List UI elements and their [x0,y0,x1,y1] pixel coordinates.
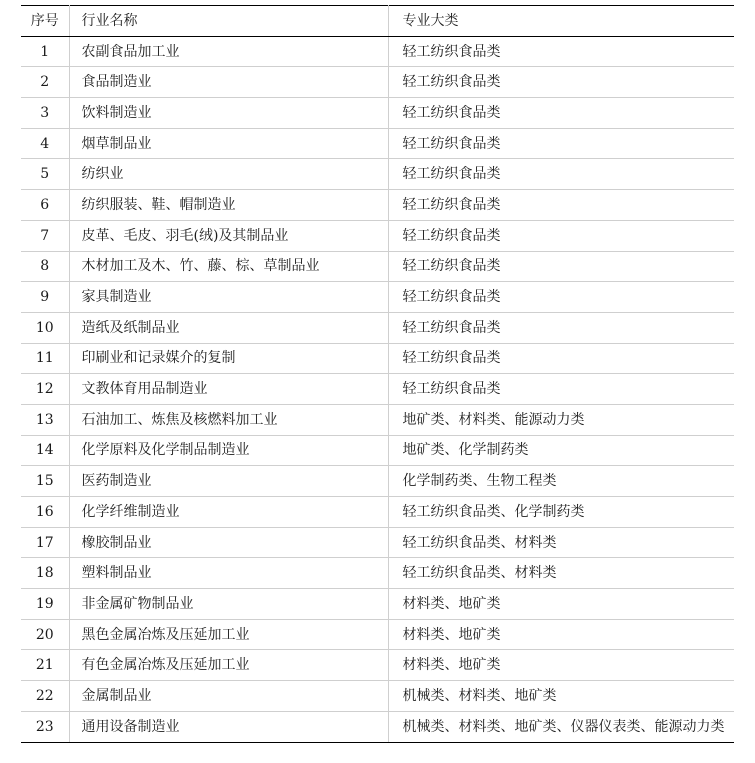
row-industry-name: 造纸及纸制品业 [69,312,388,343]
row-index: 9 [21,282,69,313]
row-major-category: 轻工纺织食品类 [388,220,734,251]
table-row [21,312,734,343]
row-major-category: 轻工纺织食品类 [388,374,734,405]
header-index: 序号 [21,6,69,37]
table-row [21,558,734,589]
table-row [21,466,734,497]
table-row [21,251,734,282]
row-index: 11 [21,343,69,374]
row-industry-name: 皮革、毛皮、羽毛(绒)及其制品业 [69,220,388,251]
row-index: 7 [21,220,69,251]
row-industry-name: 食品制造业 [69,67,388,98]
row-industry-name: 橡胶制品业 [69,527,388,558]
row-major-category: 轻工纺织食品类 [388,98,734,129]
row-major-category: 材料类、地矿类 [388,619,734,650]
row-major-category: 材料类、地矿类 [388,589,734,620]
row-index: 16 [21,497,69,528]
row-industry-name: 通用设备制造业 [69,711,388,742]
row-index: 19 [21,589,69,620]
row-major-category: 轻工纺织食品类 [388,67,734,98]
row-index: 6 [21,190,69,221]
row-industry-name: 医药制造业 [69,466,388,497]
row-index: 23 [21,711,69,742]
row-index: 15 [21,466,69,497]
row-index: 14 [21,435,69,466]
row-industry-name: 黑色金属冶炼及压延加工业 [69,619,388,650]
row-index: 2 [21,67,69,98]
row-index: 4 [21,128,69,159]
row-industry-name: 有色金属冶炼及压延加工业 [69,650,388,681]
row-index: 8 [21,251,69,282]
row-industry-name: 烟草制品业 [69,128,388,159]
table-row [21,36,734,67]
table-row [21,343,734,374]
industry-table-container [21,5,734,743]
row-major-category: 轻工纺织食品类、材料类 [388,558,734,589]
row-major-category: 轻工纺织食品类 [388,251,734,282]
row-industry-name: 纺织服装、鞋、帽制造业 [69,190,388,221]
table-row [21,128,734,159]
row-industry-name: 金属制品业 [69,681,388,712]
table-row [21,98,734,129]
header-major-category: 专业大类 [388,6,734,37]
row-index: 20 [21,619,69,650]
row-industry-name: 非金属矿物制品业 [69,589,388,620]
row-major-category: 轻工纺织食品类、化学制药类 [388,497,734,528]
row-major-category: 化学制药类、生物工程类 [388,466,734,497]
table-row [21,589,734,620]
table-header-row [21,6,734,37]
row-major-category: 轻工纺织食品类、材料类 [388,527,734,558]
row-industry-name: 化学原料及化学制品制造业 [69,435,388,466]
row-index: 18 [21,558,69,589]
row-major-category: 轻工纺织食品类 [388,282,734,313]
row-industry-name: 家具制造业 [69,282,388,313]
row-index: 3 [21,98,69,129]
row-major-category: 机械类、材料类、地矿类 [388,681,734,712]
row-index: 10 [21,312,69,343]
row-industry-name: 印刷业和记录媒介的复制 [69,343,388,374]
table-row [21,404,734,435]
row-industry-name: 木材加工及木、竹、藤、棕、草制品业 [69,251,388,282]
row-major-category: 轻工纺织食品类 [388,36,734,67]
row-index: 5 [21,159,69,190]
row-major-category: 轻工纺织食品类 [388,190,734,221]
row-industry-name: 农副食品加工业 [69,36,388,67]
table-row [21,650,734,681]
table-row [21,282,734,313]
industry-category-table [21,5,734,743]
row-major-category: 地矿类、材料类、能源动力类 [388,404,734,435]
row-major-category: 轻工纺织食品类 [388,343,734,374]
row-major-category: 轻工纺织食品类 [388,312,734,343]
table-row [21,67,734,98]
table-row [21,527,734,558]
table-row [21,711,734,742]
table-row [21,190,734,221]
table-row [21,497,734,528]
row-industry-name: 石油加工、炼焦及核燃料加工业 [69,404,388,435]
table-row [21,159,734,190]
row-major-category: 轻工纺织食品类 [388,159,734,190]
row-industry-name: 塑料制品业 [69,558,388,589]
table-body [21,36,734,742]
row-industry-name: 文教体育用品制造业 [69,374,388,405]
row-index: 17 [21,527,69,558]
row-index: 1 [21,36,69,67]
row-industry-name: 化学纤维制造业 [69,497,388,528]
table-row [21,619,734,650]
table-row [21,435,734,466]
table-row [21,681,734,712]
row-industry-name: 饮料制造业 [69,98,388,129]
row-index: 22 [21,681,69,712]
row-major-category: 轻工纺织食品类 [388,128,734,159]
row-major-category: 机械类、材料类、地矿类、仪器仪表类、能源动力类 [388,711,734,742]
row-index: 12 [21,374,69,405]
row-index: 13 [21,404,69,435]
table-row [21,220,734,251]
row-major-category: 地矿类、化学制药类 [388,435,734,466]
row-index: 21 [21,650,69,681]
header-industry-name: 行业名称 [69,6,388,37]
row-industry-name: 纺织业 [69,159,388,190]
table-row [21,374,734,405]
row-major-category: 材料类、地矿类 [388,650,734,681]
